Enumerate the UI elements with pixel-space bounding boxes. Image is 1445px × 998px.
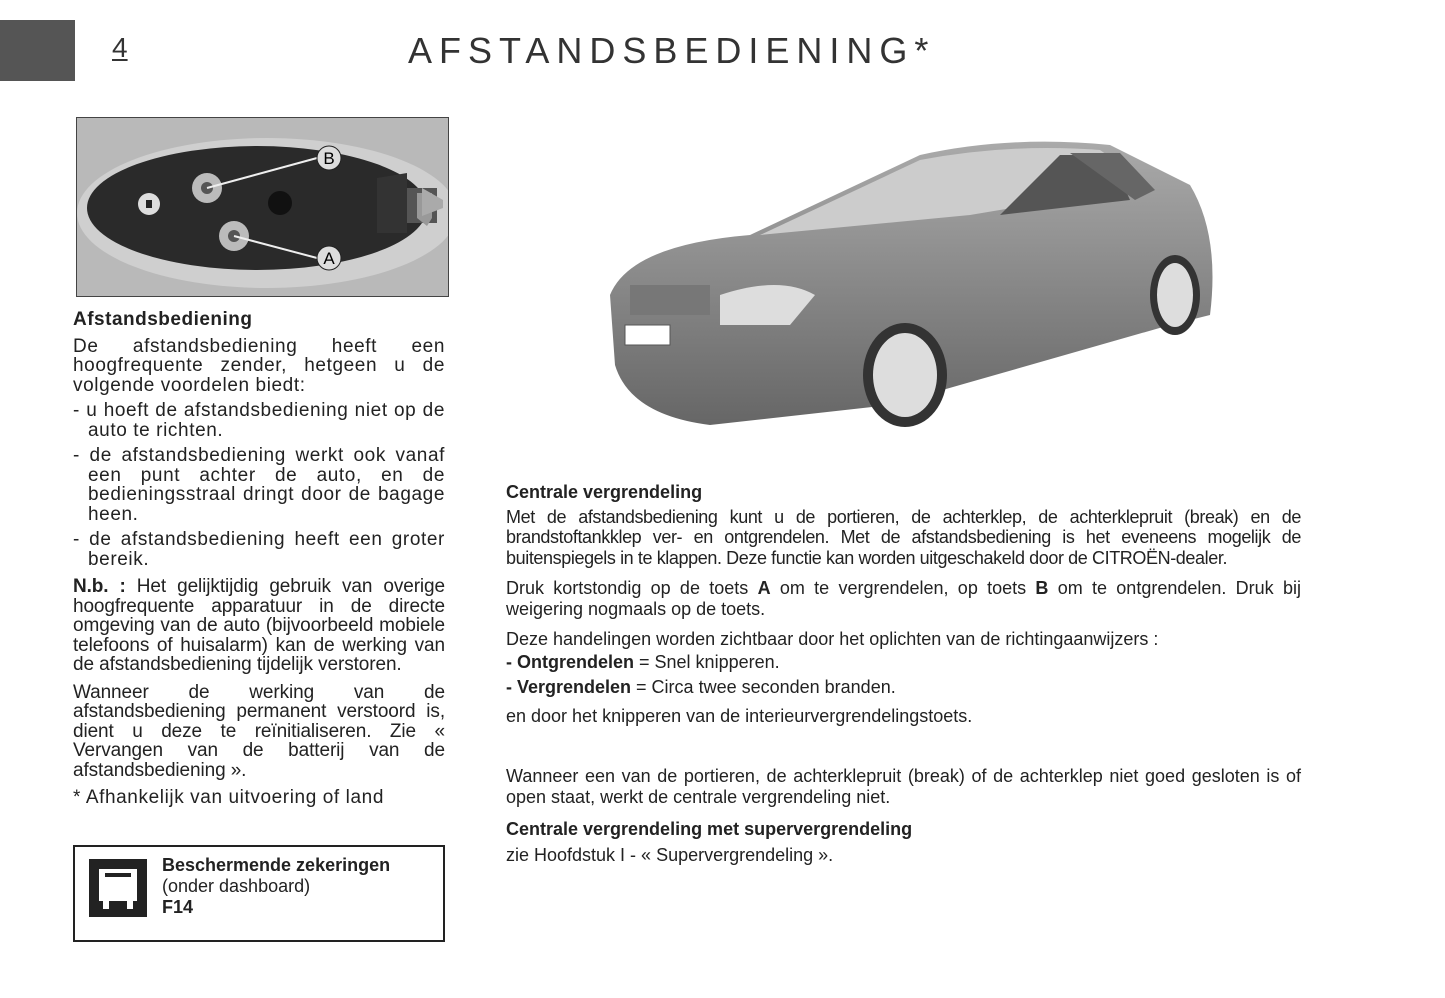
fuse-code: F14 (162, 897, 194, 917)
unlock-line: - Ontgrendelen = Snel knipperen. (506, 651, 780, 672)
central-locking-heading: Centrale vergrendeling (506, 482, 703, 502)
chapter-tab (0, 20, 75, 81)
fuse-icon (89, 859, 147, 917)
page-title: AFSTANDSBEDIENING* (408, 30, 936, 71)
intro-text: De afstandsbediening heeft een hoogfrequente zender, hetgeen u de volgende voordelen biedt: (73, 335, 445, 396)
remote-key-image (76, 117, 449, 297)
bullet-3: - de afstandsbediening heeft een groter bereik. (73, 529, 445, 570)
lock-line: - Vergrendelen = Circa twee seconden branden. (506, 677, 896, 697)
fuse-title: Beschermende zekeringen (162, 855, 391, 875)
label-b: B (323, 149, 335, 168)
page-number: 4 (112, 32, 128, 63)
superlock-heading: Centrale vergrendeling met supervergrendeling (506, 819, 913, 839)
left-column (73, 310, 445, 816)
interior-toggle-text: en door het knipperen van de interieurvergrendelingstoets. (506, 705, 973, 726)
label-a: A (323, 249, 335, 268)
button-instructions: Druk kortstondig op de toets A om te vergrendelen, op toets B om te ontgrendelen. Druk bij weigering nogmaals op de toets. (506, 578, 1301, 619)
fuse-box (73, 845, 445, 942)
section-heading: Afstandsbediening (73, 309, 253, 330)
fuse-location: (onder dashboard) (162, 876, 311, 896)
door-open-text: Wanneer een van de portieren, de achterklepruit (break) of de achterklep niet goed gesloten is of open staat, werkt de centrale vergrendeling niet. (506, 766, 1301, 807)
reinit-paragraph: Wanneer de werking van de afstandsbediening permanent verstoord is, dient u deze te reïnitialiseren. Zie « Vervangen van de batterij van de afstandsbediening ». (73, 681, 445, 781)
indicator-text: Deze handelingen worden zichtbaar door het oplichten van de richtingaanwijzers : (506, 629, 1159, 649)
right-column (506, 482, 1301, 875)
nb-paragraph: N.b. : Het gelijktijdig gebruik van overige hoogfrequente apparatuur in de directe omgeving van de auto (bijvoorbeeld mobiele telefoons of huisalarm) kan de werking van de afstandsbediening tijdelijk verstoren. (73, 576, 445, 675)
bullet-1: - u hoeft de afstandsbediening niet op de auto te richten. (73, 400, 445, 441)
car-image (590, 125, 1230, 450)
footnote: * Afhankelijk van uitvoering of land (73, 787, 385, 808)
superlock-reference: zie Hoofdstuk I - « Supervergrendeling ». (506, 844, 834, 865)
bullet-2: - de afstandsbediening werkt ook vanaf een punt achter de auto, en de bedieningsstraal dringt door de bagage heen. (73, 445, 445, 525)
central-locking-text: Met de afstandsbediening kunt u de portieren, de achterklep, de achterklepruit (break) en de brandstoftankklep ver- en ontgrendelen. Met de afstandsbediening is het eveneens mogelijk de buitenspiegels in te klappen. Deze functie kan worden uitgeschakeld door de CITROËN-dealer. (506, 506, 1301, 568)
